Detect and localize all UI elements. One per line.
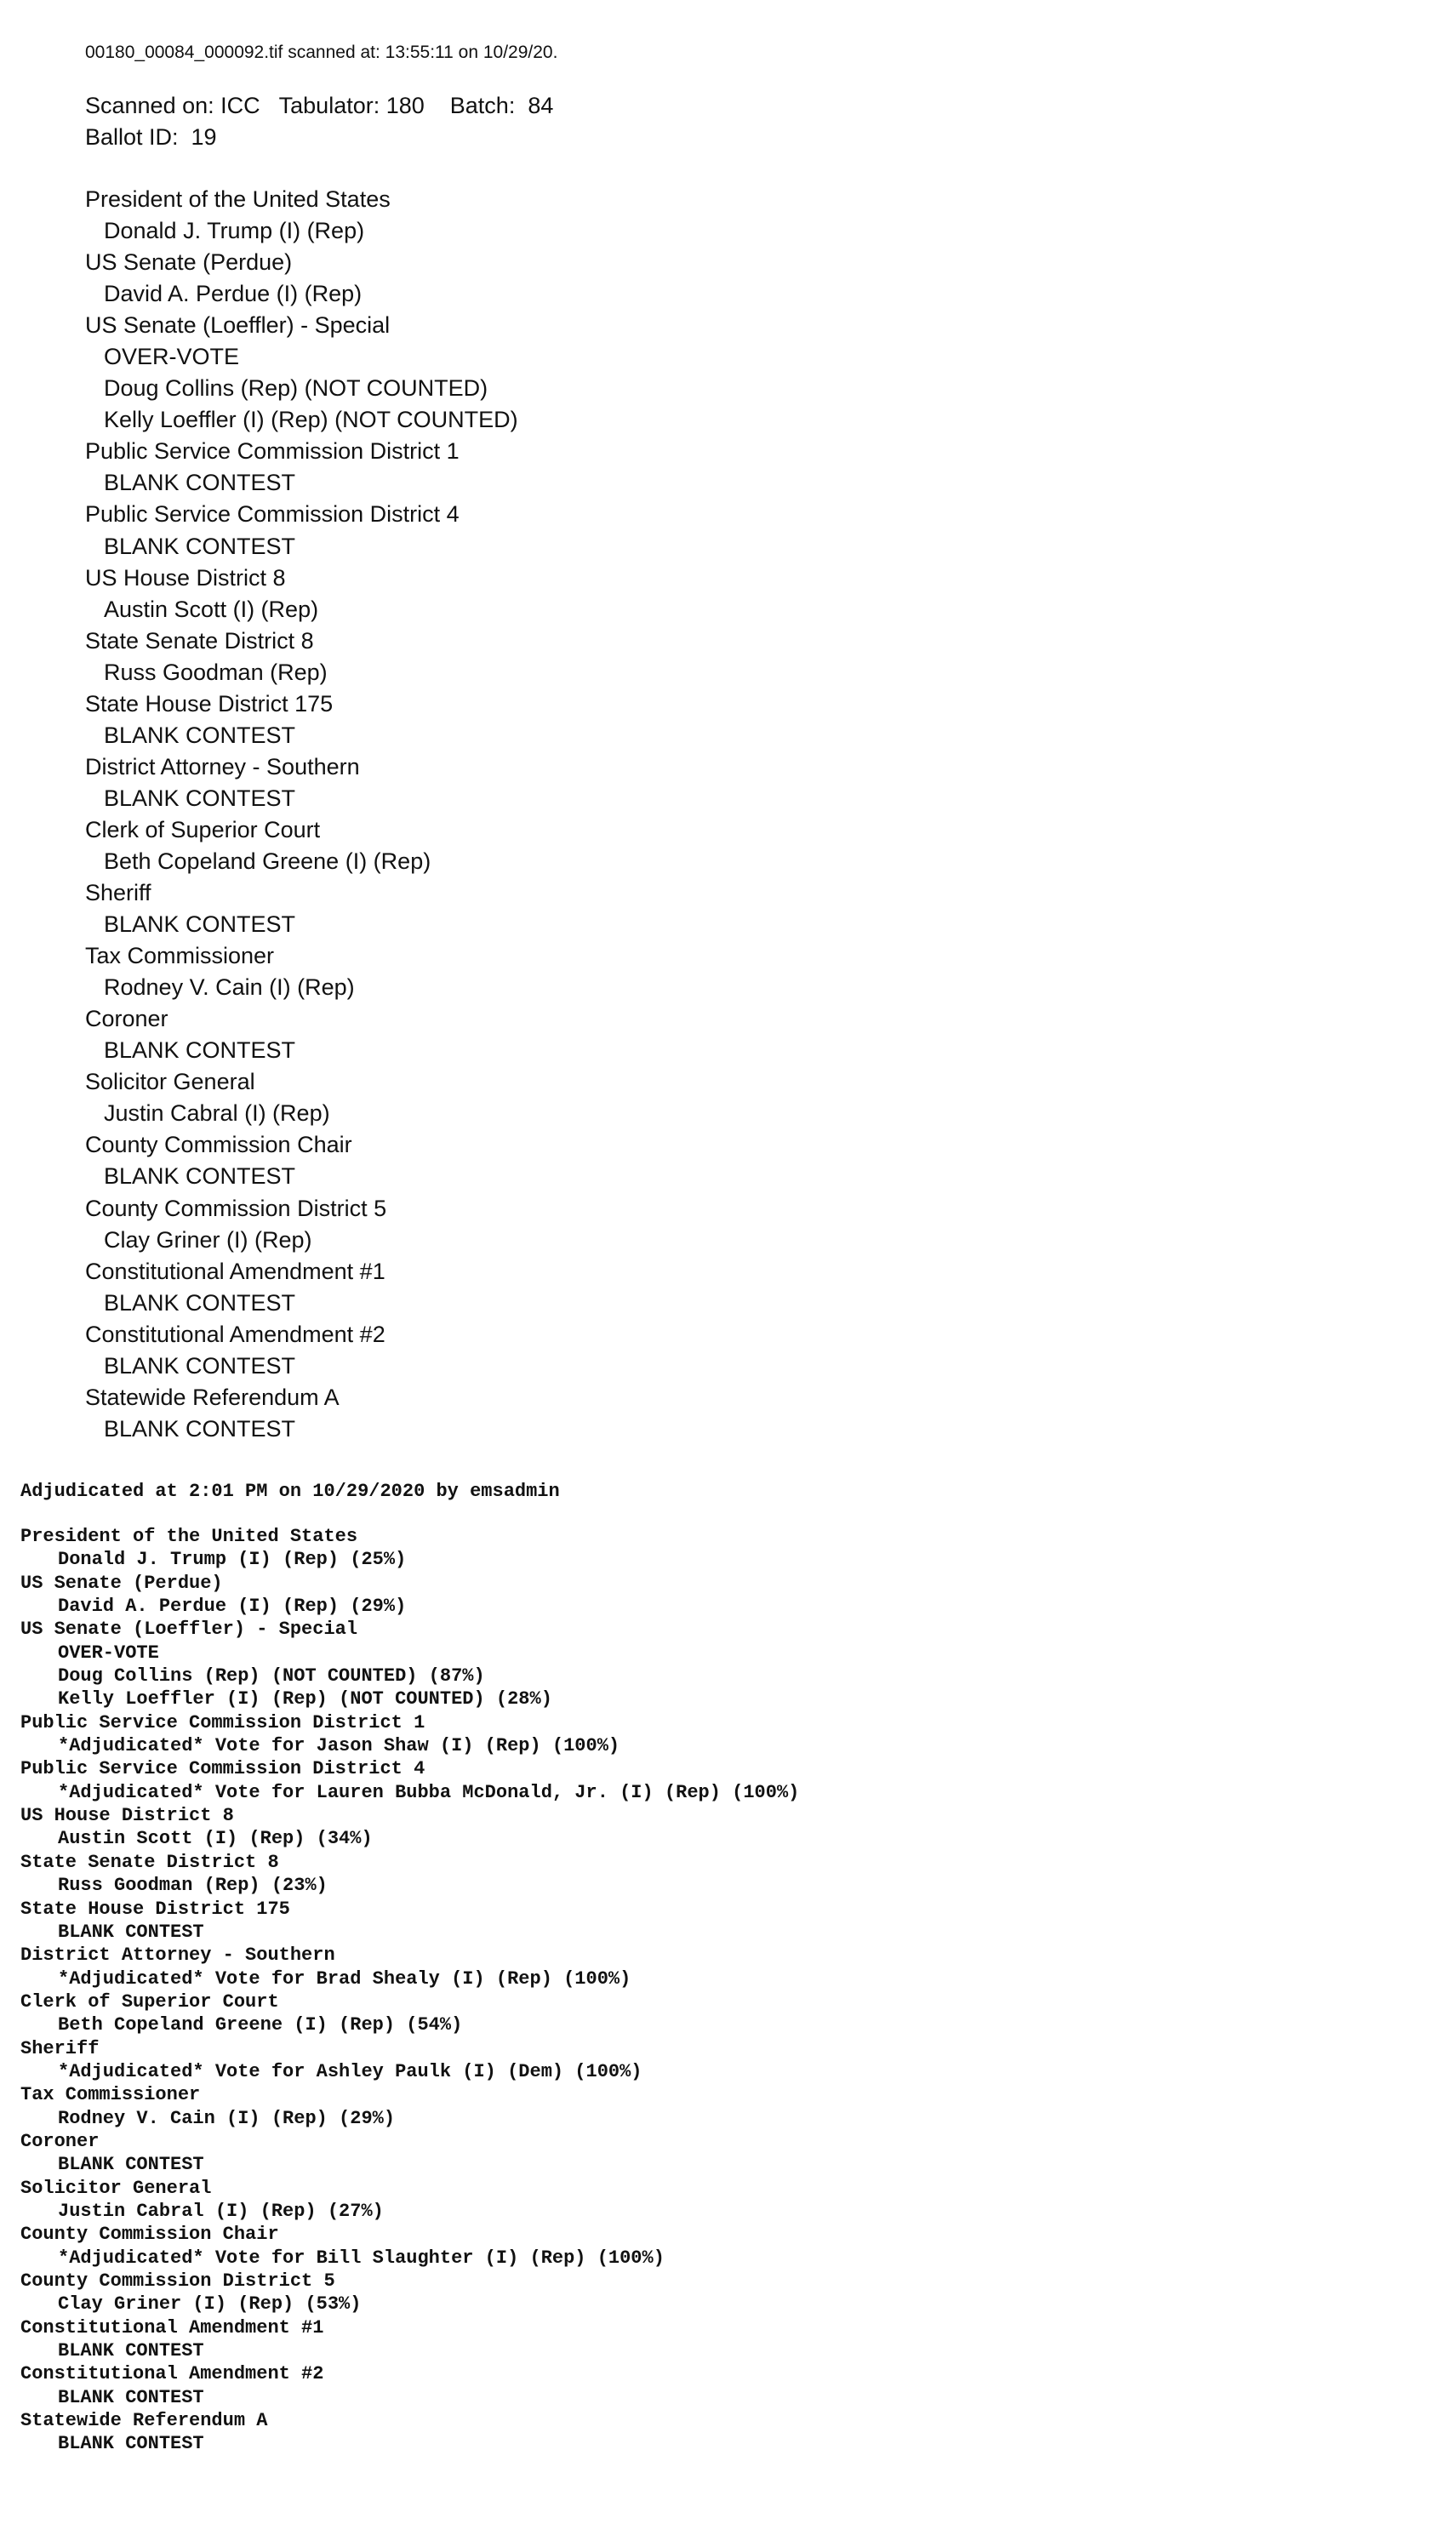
contest-title: State House District 175 bbox=[85, 690, 334, 717]
contest bbox=[85, 310, 1191, 436]
contest-title: Constitutional Amendment #1 bbox=[85, 1258, 385, 1284]
contest-choice: Doug Collins (Rep) (NOT COUNTED) (87%) bbox=[58, 1665, 485, 1687]
contest bbox=[85, 877, 1191, 940]
contest bbox=[85, 814, 1191, 877]
contest bbox=[20, 1618, 1425, 1710]
contest bbox=[85, 751, 1191, 814]
contest bbox=[20, 1757, 1425, 1804]
contest-title: State House District 175 bbox=[20, 1898, 290, 1920]
contest-choice: Russ Goodman (Rep) bbox=[104, 659, 328, 685]
contest bbox=[85, 1382, 1191, 1445]
contest-choice: *Adjudicated* Vote for Brad Shealy (I) (Rep) (100%) bbox=[58, 1967, 631, 1990]
contest-choice: Beth Copeland Greene (I) (Rep) (54%) bbox=[58, 2014, 463, 2036]
contest-title: Sheriff bbox=[85, 880, 151, 906]
contest-choice: OVER-VOTE bbox=[104, 344, 240, 370]
contest-choice: Kelly Loeffler (I) (Rep) (NOT COUNTED) (28%) bbox=[58, 1688, 552, 1710]
contest bbox=[85, 499, 1191, 562]
adjudication-record bbox=[20, 1479, 1425, 2456]
contest-title: Tax Commissioner bbox=[20, 2084, 201, 2106]
contest bbox=[20, 1944, 1425, 1990]
contest-choice: BLANK CONTEST bbox=[104, 722, 296, 748]
contest-title: President of the United States bbox=[85, 186, 391, 212]
contest-choice: BLANK CONTEST bbox=[104, 1163, 296, 1190]
contest-title: Public Service Commission District 1 bbox=[85, 438, 460, 465]
contest-choice: Justin Cabral (I) (Rep) bbox=[104, 1100, 330, 1127]
contest-title: State Senate District 8 bbox=[20, 1851, 279, 1873]
contest bbox=[20, 1898, 1425, 1944]
contest-title: Tax Commissioner bbox=[85, 943, 275, 969]
contest bbox=[85, 940, 1191, 1003]
contest-title: Statewide Referendum A bbox=[85, 1384, 340, 1410]
contest-title: County Commission Chair bbox=[85, 1132, 352, 1158]
contest bbox=[20, 2037, 1425, 2084]
contest-choice: BLANK CONTEST bbox=[58, 2433, 204, 2455]
contest bbox=[20, 1711, 1425, 1758]
contest bbox=[20, 2130, 1425, 2177]
contest-choice: Kelly Loeffler (I) (Rep) (NOT COUNTED) bbox=[104, 407, 518, 433]
contest bbox=[20, 1572, 1425, 1619]
contest-choice: BLANK CONTEST bbox=[58, 1921, 204, 1943]
ballot-id-line: Ballot ID: 19 bbox=[85, 124, 217, 150]
contest-choice: BLANK CONTEST bbox=[104, 1037, 296, 1064]
contest bbox=[20, 1525, 1425, 1572]
contest bbox=[20, 1851, 1425, 1898]
contest-choice: Doug Collins (Rep) (NOT COUNTED) bbox=[104, 375, 488, 402]
contest-title: US House District 8 bbox=[20, 1805, 234, 1827]
contest bbox=[85, 1256, 1191, 1319]
scan-record bbox=[85, 37, 1191, 1445]
contest-choice: BLANK CONTEST bbox=[58, 2340, 204, 2362]
contest bbox=[85, 688, 1191, 751]
contest-choice: Austin Scott (I) (Rep) bbox=[104, 596, 319, 622]
contest-title: Constitutional Amendment #2 bbox=[85, 1321, 385, 1347]
contest-title: County Commission Chair bbox=[20, 2224, 279, 2246]
contest-choice: BLANK CONTEST bbox=[58, 2386, 204, 2408]
contest-title: Statewide Referendum A bbox=[20, 2410, 268, 2432]
contest-choice: Clay Griner (I) (Rep) (53%) bbox=[58, 2293, 362, 2316]
contest bbox=[20, 2316, 1425, 2363]
contest bbox=[20, 2083, 1425, 2130]
contest-choice: *Adjudicated* Vote for Ashley Paulk (I) (Dem) (100%) bbox=[58, 2060, 642, 2082]
contest bbox=[85, 1129, 1191, 1192]
contest bbox=[20, 1804, 1425, 1851]
contest-choice: BLANK CONTEST bbox=[104, 1415, 296, 1442]
contest bbox=[20, 2270, 1425, 2316]
contest-choice: Donald J. Trump (I) (Rep) bbox=[104, 218, 365, 244]
contest-title: Constitutional Amendment #1 bbox=[20, 2316, 324, 2338]
contest-choice: Rodney V. Cain (I) (Rep) bbox=[104, 974, 355, 1001]
contest-title: Public Service Commission District 4 bbox=[20, 1758, 425, 1780]
contest-choice: Rodney V. Cain (I) (Rep) (29%) bbox=[58, 2107, 396, 2129]
contest-title: State Senate District 8 bbox=[85, 627, 314, 654]
scan-contest-list bbox=[85, 184, 1191, 1445]
adjudication-contest-list bbox=[20, 1525, 1425, 2456]
contest-choice: David A. Perdue (I) (Rep) bbox=[104, 281, 363, 307]
contest bbox=[20, 2177, 1425, 2224]
contest-title: Coroner bbox=[85, 1006, 168, 1032]
contest-title: County Commission District 5 bbox=[20, 2270, 335, 2292]
contest bbox=[85, 184, 1191, 247]
contest-title: Sheriff bbox=[20, 2037, 100, 2059]
scan-header: 00180_00084_000092.tif scanned at: 13:55:11 on 10/29/20. bbox=[85, 43, 558, 62]
contest-choice: BLANK CONTEST bbox=[104, 533, 296, 559]
contest-title: US Senate (Loeffler) - Special bbox=[20, 1619, 358, 1641]
contest bbox=[85, 1066, 1191, 1129]
contest-title: District Attorney - Southern bbox=[20, 1944, 335, 1967]
contest-choice: BLANK CONTEST bbox=[104, 1352, 296, 1379]
contest-choice: David A. Perdue (I) (Rep) (29%) bbox=[58, 1596, 407, 1618]
contest-title: Public Service Commission District 1 bbox=[20, 1711, 425, 1733]
contest-title: US Senate (Perdue) bbox=[85, 249, 293, 276]
contest-choice: Justin Cabral (I) (Rep) (27%) bbox=[58, 2200, 384, 2222]
contest-title: County Commission District 5 bbox=[85, 1195, 387, 1221]
contest-choice: BLANK CONTEST bbox=[104, 470, 296, 496]
contest-title: Coroner bbox=[20, 2130, 100, 2152]
contest bbox=[20, 1990, 1425, 2037]
contest bbox=[85, 436, 1191, 499]
contest-choice: Clay Griner (I) (Rep) bbox=[104, 1226, 312, 1253]
contest bbox=[85, 247, 1191, 310]
contest bbox=[85, 1193, 1191, 1256]
contest-choice: Donald J. Trump (I) (Rep) (25%) bbox=[58, 1549, 407, 1571]
contest-choice: BLANK CONTEST bbox=[104, 785, 296, 811]
contest bbox=[85, 625, 1191, 688]
contest-title: Clerk of Superior Court bbox=[85, 816, 321, 842]
contest-choice: BLANK CONTEST bbox=[104, 1289, 296, 1316]
contest-title: Solicitor General bbox=[20, 2177, 212, 2199]
contest bbox=[20, 2409, 1425, 2456]
contest-choice: Russ Goodman (Rep) (23%) bbox=[58, 1875, 328, 1897]
scanned-on-line: Scanned on: ICC Tabulator: 180 Batch: 84 bbox=[85, 93, 554, 118]
contest-choice: OVER-VOTE bbox=[58, 1642, 159, 1664]
contest bbox=[85, 1003, 1191, 1066]
contest bbox=[20, 2223, 1425, 2270]
contest-title: Constitutional Amendment #2 bbox=[20, 2363, 324, 2385]
contest-title: US Senate (Loeffler) - Special bbox=[85, 312, 391, 339]
contest-choice: BLANK CONTEST bbox=[58, 2154, 204, 2176]
contest-choice: BLANK CONTEST bbox=[104, 911, 296, 938]
contest-title: US House District 8 bbox=[85, 564, 286, 591]
adjudication-header: Adjudicated at 2:01 PM on 10/29/2020 by emsadmin bbox=[20, 1481, 560, 1502]
contest-choice: *Adjudicated* Vote for Lauren Bubba McDonald, Jr. (I) (Rep) (100%) bbox=[58, 1781, 800, 1803]
contest-choice: Austin Scott (I) (Rep) (34%) bbox=[58, 1828, 373, 1850]
contest bbox=[85, 1319, 1191, 1382]
contest-title: District Attorney - Southern bbox=[85, 753, 360, 779]
contest-choice: *Adjudicated* Vote for Bill Slaughter (I) (Rep) (100%) bbox=[58, 2247, 665, 2269]
contest-title: US Senate (Perdue) bbox=[20, 1572, 223, 1594]
contest-title: President of the United States bbox=[20, 1526, 358, 1547]
contest bbox=[85, 562, 1191, 625]
contest-choice: Beth Copeland Greene (I) (Rep) bbox=[104, 848, 431, 874]
contest bbox=[20, 2362, 1425, 2409]
contest-choice: *Adjudicated* Vote for Jason Shaw (I) (Rep) (100%) bbox=[58, 1735, 620, 1757]
scan-meta bbox=[85, 90, 1191, 153]
contest-title: Clerk of Superior Court bbox=[20, 1990, 279, 2013]
contest-title: Solicitor General bbox=[85, 1069, 255, 1095]
contest-title: Public Service Commission District 4 bbox=[85, 501, 460, 528]
